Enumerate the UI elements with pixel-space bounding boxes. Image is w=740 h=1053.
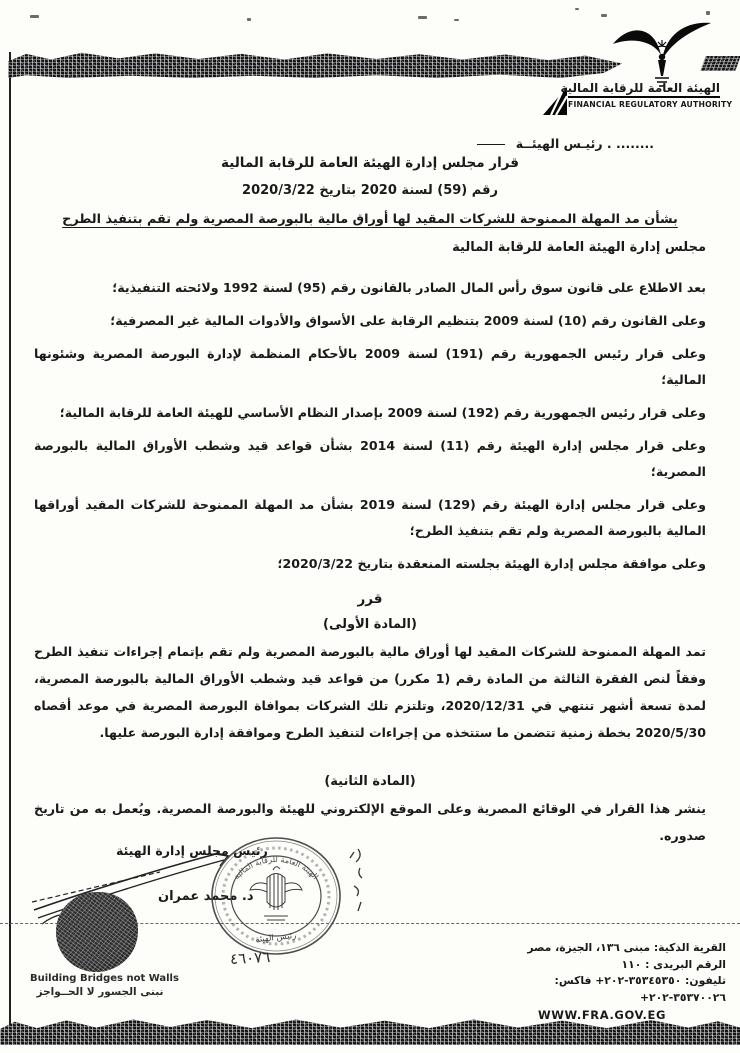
decree-title: قرار مجلس إدارة الهيئة العامة للرقابة المالية: [221, 155, 519, 171]
article1-text: تمد المهلة الممنوحة للشركات المقيد لها أوراق مالية بالبورصة المصرية ولم تقم بإتمام إجراءات تنفيذ الطرح وفقاً لنص الفقرة الثالثة من المادة رقم (1 مكرر) من قواعد قيد وشطب الأوراق المالية بالبورصة المصرية، لمدة تسعة أشهر تنتهي في 2020/12/31، وتلتزم تلك الشركات بموافاة البورصة المصرية في موعد أقصاه 2020/5/30 بخطة زمنية تتضمن ما ستتخذه من إجراءات لتنفيذ الطرح وموافقة إدارة البورصة عليها.: [34, 644, 706, 740]
preamble-paragraph: وعلى قرار رئيس الجمهورية رقم (191) لسنة 2009 بالأحكام المنظمة لإدارة البورصة المصرية وشئونها المالية؛: [34, 346, 706, 387]
decree-number-date: رقم (59) لسنة 2020 بتاريخ 2020/3/22: [242, 183, 498, 198]
svg-text:الهيئة العامة للرقابة المالية: [232, 855, 320, 881]
footer-phone-fax: تليفون: ٣٥٣٤٥٣٥٠-٢٠٢+ فاكس: ٣٥٣٧٠٠٢٦-٢٠٢+: [554, 974, 726, 1004]
signatory-title: رئيس مجلس إدارة الهيئة: [116, 843, 268, 858]
document-body: [34, 136, 706, 849]
signatory-name: د. محمد عمران: [158, 889, 254, 904]
scan-speck: [418, 16, 427, 19]
scan-left-edge-line: [9, 52, 11, 1044]
article2-text: ينشر هذا القرار في الوقائع المصرية وعلى الموقع الإلكتروني للهيئة والبورصة المصرية. ويُعمل به من تاريخ صدوره.: [34, 801, 706, 843]
chairman-label: رئيـس الهيئــة: [515, 136, 603, 151]
scan-speck: [706, 11, 710, 15]
preamble-paragraph: وعلى موافقة مجلس إدارة الهيئة بجلسته المنعقدة بتاريخ 2020/3/22؛: [277, 556, 706, 571]
footer-website: WWW.FRA.GOV.EG: [537, 1008, 667, 1022]
dark-circular-stamp: [56, 892, 138, 972]
official-seal-icon: [208, 836, 344, 962]
scan-speck: [30, 15, 39, 18]
seal-ring-text: الهيئة العامة للرقابة المالية: [232, 854, 321, 882]
footer-address: القرية الذكية: مبنى ١٣٦، الجيزة، مصر: [527, 941, 726, 954]
stamp-caption: [30, 972, 179, 999]
dotted-leader: . ........: [606, 136, 654, 151]
dash-rule: [477, 144, 505, 145]
handwritten-marks: [344, 846, 370, 920]
article2-heading: (المادة الثانية): [324, 774, 416, 789]
footer-postal-code: الرقم البريدى : ١١٠: [621, 957, 726, 971]
fra-logo-text: [560, 81, 733, 109]
scan-noise-band-top: [8, 50, 622, 78]
scan-speck: [601, 14, 607, 17]
seal-handwritten-number: ٤٦٠٧٦: [229, 947, 271, 969]
preamble-paragraph: وعلى قرار رئيس الجمهورية رقم (192) لسنة 2009 بإصدار النظام الأساسي للهيئة العامة للرقابة المالية؛: [59, 405, 706, 420]
fra-logo-arabic: الهيئة العامة للرقابة المالية: [560, 81, 720, 95]
fra-logo-english: FINANCIAL REGULATORY AUTHORITY: [568, 96, 720, 109]
decree-word: قرر: [357, 591, 383, 607]
scan-speck: [247, 18, 251, 21]
stamp-caption-english: Building Bridges not Walls: [30, 973, 179, 984]
preamble-paragraph: وعلى قرار مجلس إدارة الهيئة رقم (129) لسنة 2019 بشأن مد المهلة الممنوحة للشركات المقيد أوراقها المالية بالبورصة المصرية ولم تقم بتنفيذ الطرح؛: [34, 497, 706, 538]
article1-heading: (المادة الأولى): [323, 617, 417, 632]
scan-speck: [575, 8, 579, 10]
chairman-line: [34, 136, 706, 151]
seal-bottom-text: رئيس الهيئة: [254, 930, 297, 946]
preamble: [34, 275, 706, 577]
preamble-paragraph: وعلى قرار مجلس إدارة الهيئة رقم (11) لسنة 2014 بشأن قواعد قيد وشطب الأوراق المالية بالبورصة المصرية؛: [34, 438, 706, 479]
decree-subject: بشأن مد المهلة الممنوحة للشركات المقيد لها أوراق مالية بالبورصة المصرية ولم تقم بتنفيذ الطرح: [62, 212, 678, 227]
stamp-caption-arabic: نبنى الجسور لا الحــواجز: [36, 986, 164, 998]
preamble-paragraph: وعلى القانون رقم (10) لسنة 2009 بتنظيم الرقابة على الأسواق والأدوات المالية غير المصرفية؛: [110, 313, 706, 328]
preamble-paragraph: بعد الاطلاع على قانون سوق رأس المال الصادر بالقانون رقم (95) لسنة 1992 ولائحته التنفيذية؛: [112, 280, 706, 295]
scan-speck: [454, 19, 459, 21]
decree-issuer: مجلس إدارة الهيئة العامة للرقابة المالية: [452, 240, 706, 255]
dashed-fold-line: [0, 923, 740, 924]
footer-contact-block: [478, 940, 726, 1024]
